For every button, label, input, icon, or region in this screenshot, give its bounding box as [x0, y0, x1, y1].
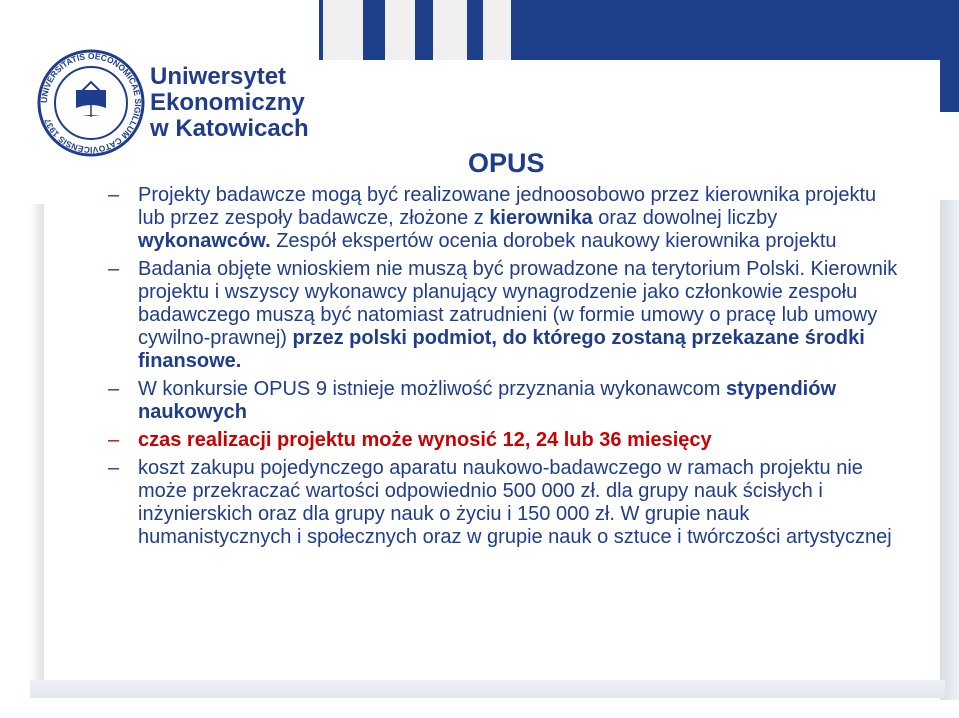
university-name-line-2: Ekonomiczny	[150, 89, 305, 116]
bullet-item	[108, 258, 898, 373]
slide-title: OPUS	[468, 148, 545, 178]
right-border-decoration	[940, 200, 959, 700]
bullet-dash: –	[108, 457, 120, 479]
university-name-line-1: Uniwersytet	[150, 63, 287, 90]
bullet-text: czas realizacji projektu może wynosić 12, 24 lub 36 miesięcy	[138, 429, 712, 451]
bullet-text: oraz dowolnej liczby	[592, 207, 778, 229]
bullet-dash: –	[108, 184, 120, 206]
bullet-dash: –	[108, 378, 120, 400]
bullet-text: W konkursie OPUS 9 istnieje możliwość przyznania wykonawcom	[138, 378, 726, 400]
university-name	[150, 64, 309, 142]
bullet-item	[108, 378, 898, 424]
bullet-text: Projekty badawcze mogą być realizowane jednoosobowo przez kierownika projektu lub przez zespoły badawcze, złożone z	[138, 184, 877, 229]
bottom-border-decoration	[30, 680, 945, 698]
bullet-text: koszt zakupu pojedynczego aparatu naukowo-badawczego w ramach projektu nie może przekraczać wartości odpowiednio 500 000 zł. dla grupy nauk ścisłych i inżynierskich oraz dla grupy nauk o życiu i 150 000 zł. W grupie nauk humanistycznych i społecznych oraz w grupie nauk o sztuce i twórczości artystycznej	[138, 457, 892, 548]
left-shadow-decoration	[30, 204, 44, 696]
bullet-list	[108, 184, 898, 554]
bullet-item	[108, 457, 898, 549]
bullet-dash: –	[108, 258, 120, 280]
bullet-text: Badania objęte wnioskiem nie muszą być prowadzone na terytorium Polski. Kierownik projektu i wszyscy wykonawcy planujący wynagrodzenie jako członkowie zespołu badawczego muszą być natomiast zatrudnieni (w formie umowy o pracę lub umowy cywilno-prawnej)	[138, 258, 898, 349]
bullet-text: kierownika	[489, 207, 593, 229]
bullet-text: stypendiów naukowych	[138, 378, 836, 423]
bullet-item	[108, 429, 898, 452]
bullet-text: przez polski podmiot, do którego zostaną przekazane środki finansowe.	[138, 327, 865, 372]
seal-ring-text: UNIVERSITATIS OECONOMICAE SIGILLUM CATOVICENSIS 1937	[38, 50, 144, 156]
bullet-text: Zespół ekspertów ocenia dorobek naukowy kierownika projektu	[270, 230, 837, 252]
bullet-text: wykonawców.	[138, 230, 271, 252]
university-name-line-3: w Katowicach	[150, 115, 309, 142]
university-seal-icon	[36, 48, 146, 158]
bullet-dash: –	[108, 429, 120, 451]
bullet-item	[108, 184, 898, 253]
